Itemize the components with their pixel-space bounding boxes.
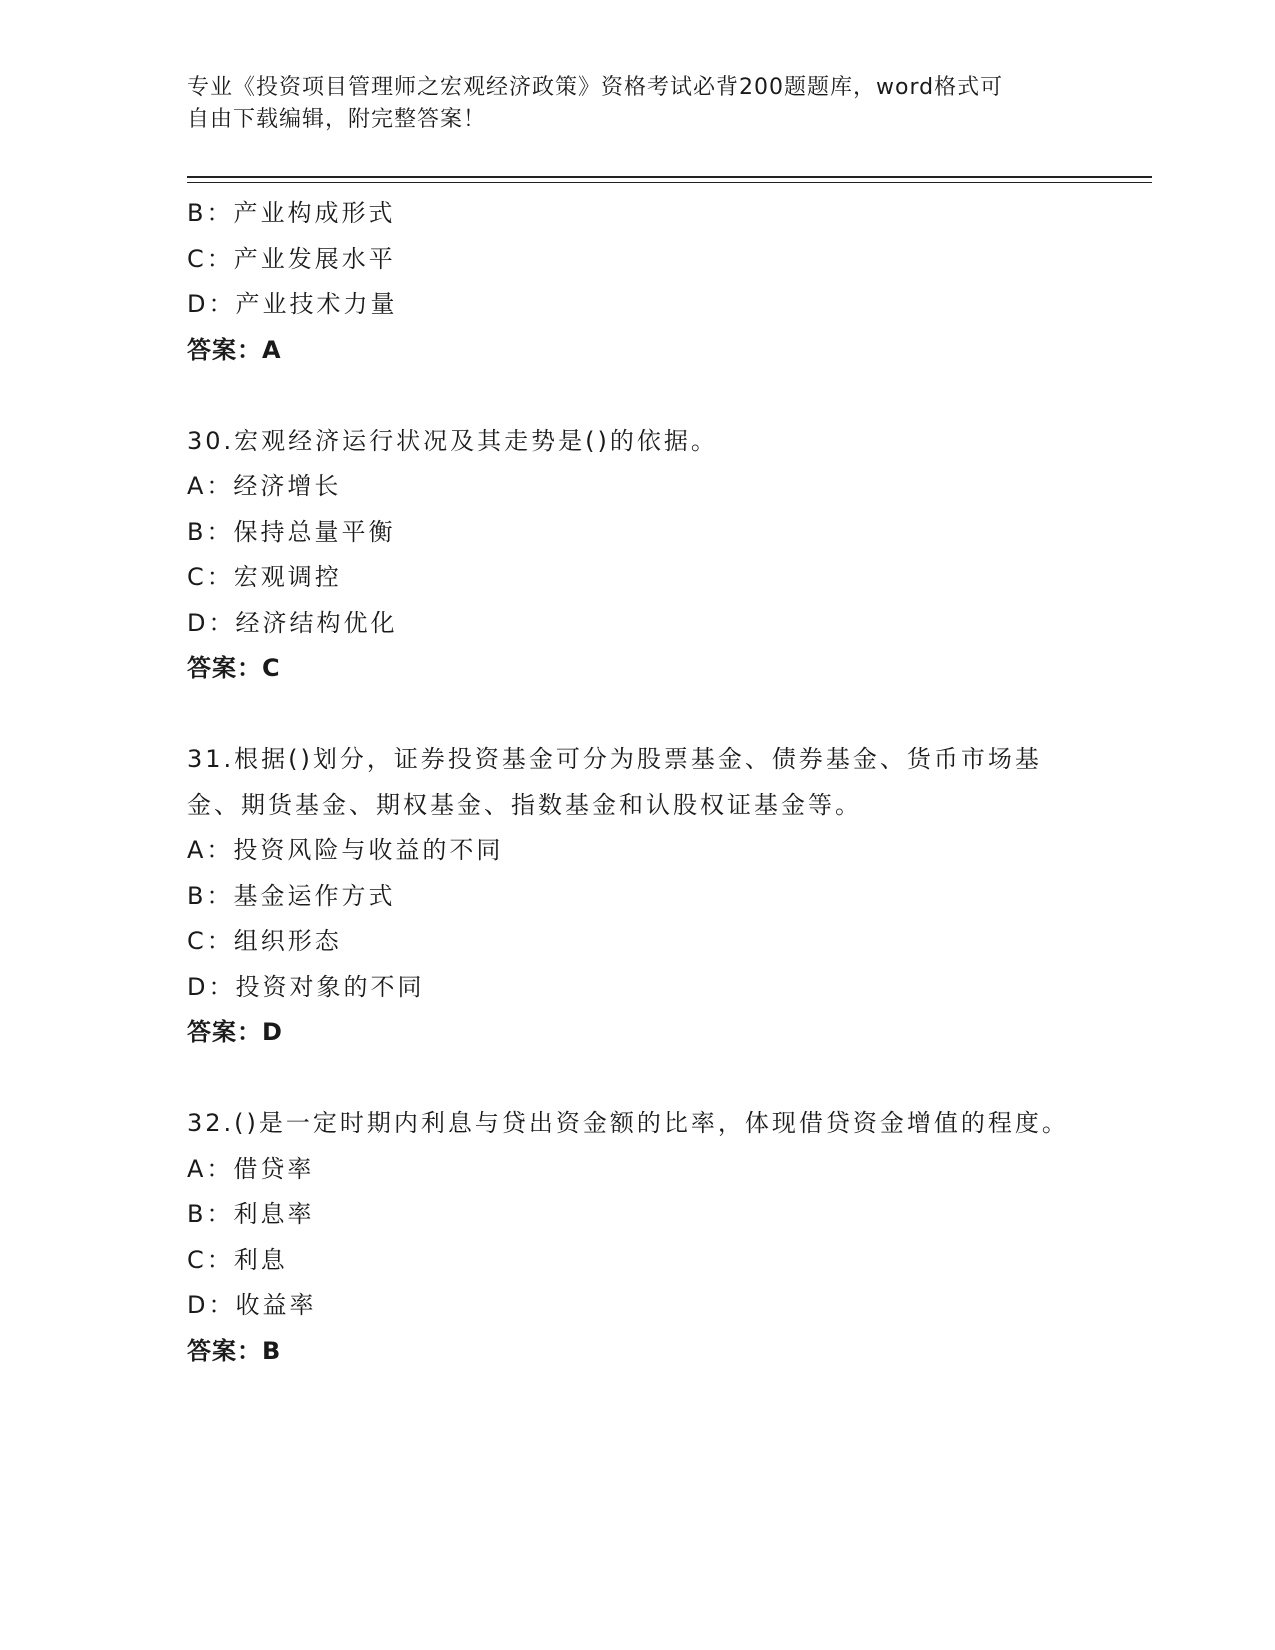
question-32 (187, 1101, 1087, 1374)
continued-question (187, 191, 1087, 373)
question-31 (187, 737, 1087, 1056)
option-c: C：宏观调控 (187, 563, 342, 591)
option-c: C：利息 (187, 1245, 288, 1274)
option-b: B：产业构成形式 (187, 199, 396, 227)
document-header: 专业《投资项目管理师之宏观经济政策》资格考试必背200题题库，word格式可 自由下载编辑，附完整答案！ (187, 75, 1004, 132)
option-a: A：经济增长 (187, 472, 342, 500)
divider-line-thick (187, 176, 1152, 178)
question-stem: 32.()是一定时期内利息与贷出资金额的比率，体现借贷资金增值的程度。 (187, 1109, 1069, 1137)
answer-line: 答案：C (187, 654, 281, 682)
option-a: A：投资风险与收益的不同 (187, 836, 504, 864)
question-stem: 31.根据()划分，证券投资基金可分为股票基金、债券基金、货币市场基金、期货基金、期权基金、指数基金和认股权证基金等。 (187, 745, 1042, 819)
spacer (187, 1056, 1087, 1102)
option-b: B：保持总量平衡 (187, 517, 396, 546)
option-d: D：收益率 (187, 1291, 317, 1319)
option-b: B：基金运作方式 (187, 881, 396, 910)
option-a: A：借贷率 (187, 1154, 315, 1183)
answer-line: 答案：B (187, 1336, 282, 1365)
option-b: B：利息率 (187, 1200, 315, 1228)
header-divider (187, 176, 1152, 183)
option-d: D：产业技术力量 (187, 290, 398, 318)
option-c: C：组织形态 (187, 927, 342, 955)
answer-line: 答案：D (187, 1018, 283, 1046)
question-list (187, 191, 1087, 1374)
divider-line-thin (187, 182, 1152, 183)
spacer (187, 692, 1087, 738)
answer-line: 答案：A (187, 335, 282, 364)
question-stem: 30.宏观经济运行状况及其走势是()的依据。 (187, 426, 718, 455)
option-d: D：投资对象的不同 (187, 972, 425, 1001)
question-30 (187, 419, 1087, 692)
option-c: C：产业发展水平 (187, 244, 396, 273)
spacer (187, 373, 1087, 419)
option-d: D：经济结构优化 (187, 608, 398, 637)
